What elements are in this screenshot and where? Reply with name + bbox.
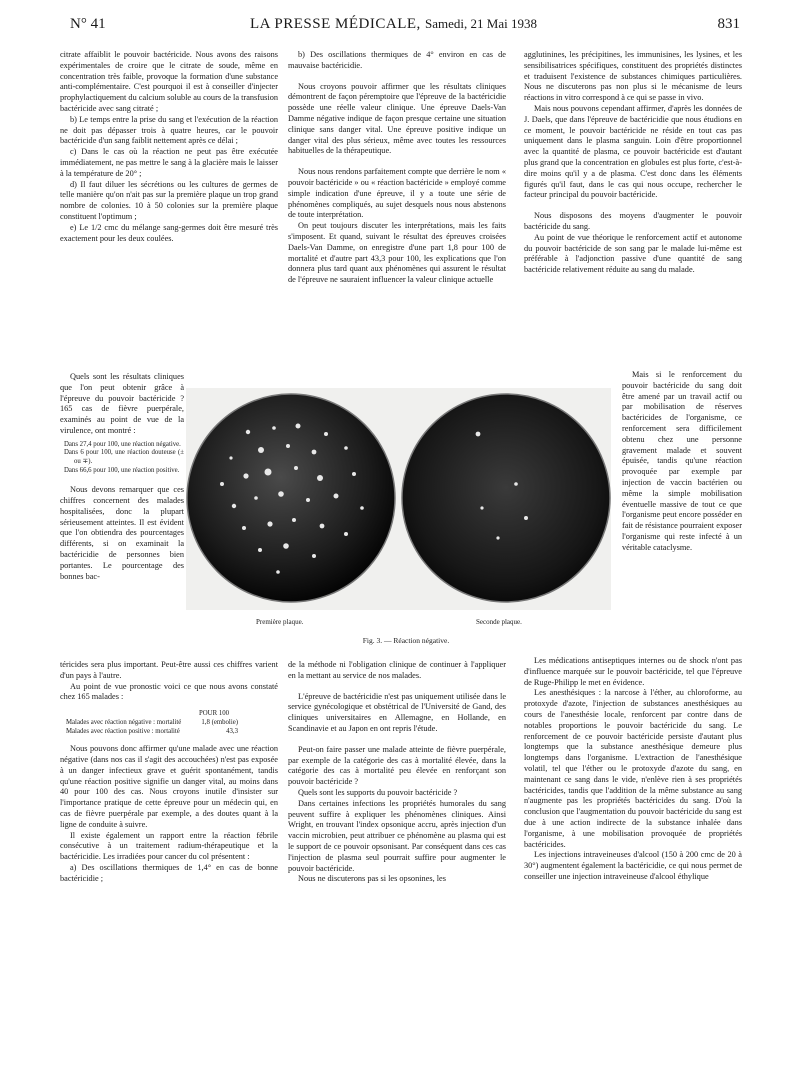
caption-second-plate: Seconde plaque. [476,618,522,626]
paragraph: Nous pouvons donc affirmer qu'une malade avec une réaction négative (dans nos cas il s'agit des accouchées) n'est pas exposée à un danger infectieux grave et guérit spontanément, tandis qu'une réaction positive signifie un danger vital, au moins dans 40 pour 100 des cas. Nous croyons inutile d'insister sur l'importance pratique de cette épreuve pour un médecin qui, en cas de fièvre puerpérale par exemple, a des doutes quant à la ligne de conduite à suivre. [60,744,278,829]
paragraph: Nous devons remarquer que ces chiffres concernent des malades hospitalisées, donc la plupart sérieusement atteintes. Il est évident que l'on obtiendra des pourcentages différents, si on examinait la bactéricidie de personnes bien portantes. Le pourcentage des bonnes bac- [60,485,184,581]
paragraph: Les injections intraveineuses d'alcool (150 à 200 cmc de 20 à 30°) augmentent également la bactéricidie, ce qui nous permet de conseiller une injection intraveineuse d'alcool éthylique [524,850,742,881]
paragraph: Les médications antiseptiques internes ou de shock n'ont pas d'influence marquée sur le pouvoir bactéricide, tel que l'épreuve de Ruge-Philipp le met en évidence. [524,656,742,687]
paragraph: Dans certaines infections les propriétés humorales du sang peuvent suffire à expliquer les phénomènes cliniques. Ainsi Wright, en trouvant l'index opsonique accru, après injection d'un vaccin microbien, peut attribuer ce phénomène au plasma qui est le support de ce pouvoir opsonisant. Par conséquent dans ces cas l'injection de plasma seul pourrait suffire pour augmenter le pouvoir bactéricide. [288,798,506,873]
table-row [60,718,278,727]
paragraph: Au point de vue théorique le renforcement actif et autonome du pouvoir bactéricide de son sang par le malade lui-même est préférable à l'adjonction passive d'une quantité de sang bactéricide relativement réduite au sang du malade. [524,232,742,275]
paragraph: d) Il faut diluer les sécrétions ou les cultures de germes de telle manière qu'on n'ait pas sur la première plaque un trop grand nombre de colonies. 10 à 50 colonies sur la première plaque constituent l'optimum ; [60,179,278,221]
paragraph: Nous ne discuterons pas si les opsonines, les [298,874,446,884]
table-cell-value: 1,8 (embolie) [201,719,238,727]
paragraph: Au point de vue pronostic voici ce que nous avons constaté chez 165 malades : [60,681,278,702]
figure-caption: Fig. 3. — Réaction négative. [362,636,450,645]
table-row [60,727,278,736]
paragraph: Nous croyons pouvoir affirmer que les résultats cliniques démontrent de façon péremptoire que l'épreuve de la bactéricidie possède une réelle valeur clinique. Une épreuve Daels-Van Damme négative indique de façon presque certaine une situation clinique sans danger vital. Une épreuve positive indique un danger vital des plus sérieux, même avec toutes les ressources habituelles de la thérapeutique. [288,81,506,156]
issue-number: N° 41 [70,16,106,32]
caption-first-plate: Première plaque. [256,618,304,626]
stat-line: Dans 6 pour 100, une réaction douteuse (± ou ∓). [64,449,184,465]
stat-line: Dans 66,6 pour 100, une réaction positive. [64,466,180,474]
plates-photo [186,388,611,610]
column-middle-bottom [288,660,506,1080]
journal-title [250,16,537,33]
column-right-bottom [524,656,742,1080]
column-left-top [60,50,278,370]
mortality-table [60,709,278,736]
paragraph: agglutinines, les précipitines, les immunisines, les lysines, et les sensibilisatrices spécifiques, constituent des propriétés distinctes et traduisent l'existence de substances chimiques particulières. Nous ne discuterons pas non plus si le mécanisme de leurs réactions in vitro correspond à ce qui se passe in vivo. [524,50,742,103]
column-left-bottom [60,660,278,1080]
paragraph: téricides sera plus important. Peut-être aussi ces chiffres varient d'un pays à l'autre. [60,660,278,680]
paragraph: de la méthode ni l'obligation clinique de continuer à l'appliquer en la mettant au service de nos malades. [288,660,506,680]
paragraph: a) Des oscillations thermiques de 1,4° en cas de bonne bactéricidie ; [60,862,278,883]
petri-dish-photo [186,388,611,610]
paragraph: c) Dans le cas où la réaction ne peut pas être exécutée immédiatement, ne pas mettre le sang à la glacière mais le laisser à la température de 20° ; [60,147,278,178]
paragraph: citrate affaiblit le pouvoir bactéricide. Nous avons des raisons expérimentales de croire que le citrate de soude, même en concentration très faible, provoque la formation d'une substance anti-complémentaire. C'est pourquoi il est à conseiller d'injecter prophylactiquement du calcium soluble au cours de la transfusion bactéricide avec sang citraté ; [60,50,278,113]
second-plate [402,394,610,602]
table-cell-label: Malades avec réaction positive : mortalité [66,728,180,736]
paragraph: Peut-on faire passer une malade atteinte de fièvre puerpérale, par exemple de la catégorie des cas à mortalité élevée, dans la catégorie des cas à mortalité peu élevée en renforçant son pouvoir bactéricide ? [288,744,506,787]
issue-date: Samedi, 21 Mai 1938 [425,16,537,31]
column-right-narrow [622,370,742,652]
paragraph: Nous nous rendons parfaitement compte que derrière le nom « pouvoir bactéricide » ou « réaction bactéricide » employé comme simple indication d'une épreuve, il y a toute une série de phénomènes compliqués, au sujet desquels nous nous abstenons de toute interprétation. [288,167,506,220]
table-cell-value: 43,3 [226,728,238,736]
table-cell-label: Malades avec réaction négative : mortalité [66,719,182,727]
column-right-top [524,50,742,380]
paragraph: On peut toujours discuter les interprétations, mais les faits s'imposent. Et quand, suivant le résultat des épreuves croisées Daels-Van Damme, on enregistre d'une part 1,8 pour 100 de mortalité et d'autre part 43,3 pour 100, les explications que l'on donnera plus tard quant aux phénomènes qui assurent le résultat de l'épreuve ne sauraient influencer la valeur clinique actuelle [288,221,506,285]
paragraph: e) Le 1/2 cmc du mélange sang-germes doit être mesuré très exactement pour les deux coulées. [60,222,278,243]
paragraph: Il existe également un rapport entre la réaction fébrile consécutive à un traitement radium-thérapeutique et la bactéricidie. Les irradiées pour cancer du col présentent : [60,830,278,862]
journal-name: LA PRESSE MÉDICALE, [250,16,421,32]
column-middle-top [288,50,506,378]
paragraph: Mais si le renforcement du pouvoir bactéricide du sang doit être amené par un travail actif ou par mobilisation de réserves bactéricides de l'organisme, ce renforcement sera difficilement obtenu chez une personne gravement malade et souvent épuisée, tandis qu'une réaction provoquée par exemple par injection de vaccin bactérien ou même la simple mobilisation éventuelle massive de tout ce que l'organisme peut encore posséder en fait de résistance pourraient exposer l'organisme qui reste infecté à un véritable cataclysme. [622,370,742,552]
first-plate [187,394,395,602]
paragraph: Quels sont les résultats cliniques que l'on peut obtenir grâce à l'épreuve du pouvoir bactéricide ? 165 cas de fièvre puerpérale, examinés au point de vue de la virulence, ont montré : [60,372,184,435]
paragraph: L'épreuve de bactéricidie n'est pas uniquement utilisée dans le service gynécologique et obstétrical de l'Université de Gand, des cliniques universitaires en Allemagne, en Hollande, en Scandinavie et au Japon en ont repris l'étude. [288,691,506,733]
paragraph: Nous disposons des moyens d'augmenter le pouvoir bactéricide du sang. [524,211,742,231]
stat-line: Dans 27,4 pour 100, une réaction négative. [64,440,181,448]
paragraph: Les anesthésiques : la narcose à l'éther, au chloroforme, au protoxyde d'azote, l'injection de substances anesthésiques au cours de l'anesthésie locale, renforcent par contre dans de notables proportions le pouvoir bactéricide du sang. Le renforcement de ce pouvoir bactéricide persiste d'autant plus longtemps que la substance anesthésique demeure plus longtemps dans l'organisme. L'extraction de l'anesthésique volatil, tel que l'éther ou le protoxyde d'azote du sang, en maintenant ce sang dans le vide, n'enlève rien à ses propriétés bactéricides, tandis que l'addition de la même substance au sang n'augmente pas les propriétés bactéricides du sang. D'où la conclusion que l'augmentation du pouvoir bactéricide du sang est due à une action indirecte de la substance inhalée dans l'organisme, à une mobilisation provoquée de propriétés bactéricides. [524,688,742,849]
table-header: POUR 100 [198,710,230,718]
paragraph: b) Des oscillations thermiques de 4° environ en cas de mauvaise bactéricidie. [288,50,506,70]
page-header [70,16,740,38]
column-left-narrow [60,372,184,668]
paragraph: Mais nous pouvons cependant affirmer, d'après les données de J. Daels, que dans l'épreuve de bactéricidie que nous étudions en ce moment, le pouvoir bactéricide ne réside en tout cas pas uniquement dans le plasma sanguin. Loin d'être proportionnel avec la quantité de plasma, ce pouvoir bactéricide est d'autant plus grand que la concentration en globules est plus forte, c'est-à-dire moins qu'il y a de plasma. C'est donc dans les éléments figurés qu'il faut, dans le cas qui nous occupe, rechercher le facteur principal du pouvoir bactéricide. [524,103,742,200]
paragraph: b) Le temps entre la prise du sang et l'exécution de la réaction ne doit pas dépasser trois à quatre heures, car le pouvoir bactéricide d'un sang faiblit nettement après ce délai ; [60,114,278,146]
page-number: 831 [717,16,740,32]
figure-petri-plates [186,388,611,644]
paragraph: Quels sont les supports du pouvoir bactéricide ? [298,787,458,797]
